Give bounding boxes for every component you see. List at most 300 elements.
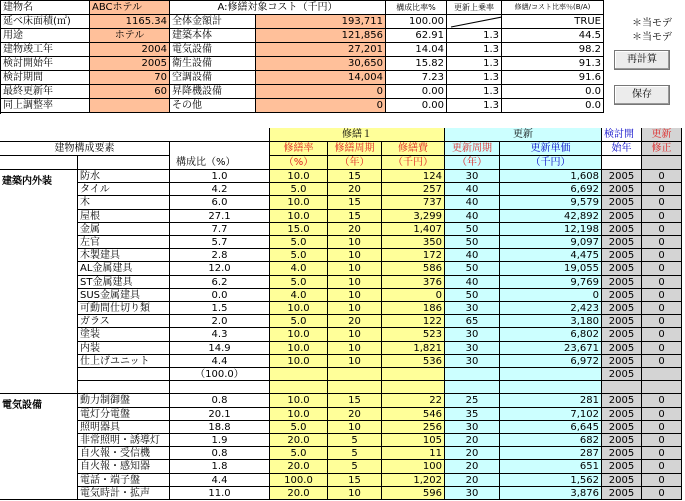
start-blank — [602, 156, 642, 170]
repair-cost-value: 536 — [382, 355, 445, 368]
repair-cycle-value[interactable]: 10 — [328, 487, 382, 500]
update-price-value: 42,892 — [500, 210, 602, 223]
update-price-value: 9,769 — [500, 276, 602, 289]
repair-cycle-value[interactable]: 10 — [328, 289, 382, 302]
update-cycle-value[interactable]: 30 — [445, 421, 500, 434]
revise-value[interactable]: 0 — [642, 262, 682, 276]
summary-label: 延べ床面積(㎡) — [1, 15, 90, 29]
repair-cost-value: 546 — [382, 408, 445, 421]
revise-value[interactable]: 0 — [642, 183, 682, 196]
ratio-value: 62.91 — [386, 29, 447, 43]
start-year-value[interactable]: 2005 — [602, 421, 642, 434]
element-name: SUS金属建具 — [78, 289, 170, 302]
update-cycle-value[interactable]: 40 — [445, 276, 500, 289]
revise-value[interactable]: 0 — [642, 434, 682, 447]
element-name: タイル — [78, 183, 170, 196]
revise-header-top: 更新 — [642, 128, 682, 142]
repair-cycle-value[interactable]: 10 — [328, 262, 382, 276]
update-rate-value: 1.3 — [447, 85, 502, 99]
repair-rate-value[interactable]: 4.0 — [270, 289, 328, 302]
start-year-value[interactable]: 2005 — [602, 328, 642, 342]
repair-cycle-value[interactable]: 10 — [328, 236, 382, 249]
start-year-value[interactable]: 2005 — [602, 276, 642, 289]
repair-rate-value[interactable]: 20.0 — [270, 460, 328, 474]
element-name: 非常照明・誘導灯 — [78, 434, 170, 447]
repair-cost-value: 11 — [382, 447, 445, 460]
element-name: 左官 — [78, 236, 170, 249]
start-year-value[interactable]: 2005 — [602, 394, 642, 408]
start-year-value[interactable]: 2005 — [602, 474, 642, 487]
element-name: 自火報・受信機 — [78, 447, 170, 460]
repair-cost-value: 256 — [382, 421, 445, 434]
start-year-value[interactable]: 2005 — [602, 236, 642, 249]
ratio-value: 7.23 — [386, 71, 447, 85]
cost-value: 14,004 — [256, 71, 386, 85]
element-name: 防水 — [78, 170, 170, 183]
repair-cycle-value[interactable]: 15 — [328, 210, 382, 223]
cost-category-label: 電気設備 — [170, 43, 256, 57]
update-price-value: 9,579 — [500, 196, 602, 210]
update-cycle-value[interactable]: 50 — [445, 262, 500, 276]
repair-cost-value: 105 — [382, 434, 445, 447]
repair-rate-unit: （%） — [270, 156, 328, 170]
repair-cost-value: 596 — [382, 487, 445, 500]
revise-value[interactable]: 0 — [642, 342, 682, 355]
revise-header: 修正 — [642, 142, 682, 156]
update-price-unit: （千円） — [500, 156, 602, 170]
repair-cycle-value[interactable]: 10 — [328, 342, 382, 355]
repair-cost-value: 124 — [382, 170, 445, 183]
summary-value-input[interactable]: 1165.34 — [90, 15, 170, 29]
repair-cycle-value[interactable]: 10 — [328, 421, 382, 434]
update-rate-empty — [447, 15, 502, 29]
element-name: 屋根 — [78, 210, 170, 223]
composition-value: （100.0） — [170, 368, 270, 381]
start-year-value[interactable]: 2005 — [602, 355, 642, 368]
element-name: ST金属建具 — [78, 276, 170, 289]
repair-cycle-value[interactable]: 10 — [328, 249, 382, 262]
repair-rate-value[interactable]: 4.0 — [270, 262, 328, 276]
repair-rate-value[interactable]: 10.0 — [270, 408, 328, 421]
repair-cycle-value[interactable]: 10 — [328, 355, 382, 368]
composition-value: 0.8 — [170, 447, 270, 460]
update-cycle-value[interactable]: 40 — [445, 210, 500, 223]
start-year-value[interactable]: 2005 — [602, 487, 642, 500]
recalculate-button[interactable]: 再計算 — [614, 50, 670, 70]
composition-value: 14.9 — [170, 342, 270, 355]
start-year-value[interactable]: 2005 — [602, 289, 642, 302]
update-rate-value: 1.3 — [447, 43, 502, 57]
update-cycle-header: 更新周期 — [445, 142, 500, 156]
repair-rate-value[interactable]: 10.0 — [270, 328, 328, 342]
composition-value: 6.2 — [170, 276, 270, 289]
element-name — [78, 368, 170, 381]
cost-ratio-header: 修繕/コスト比率％(B/A) — [502, 1, 604, 15]
repair-rate-value[interactable]: 5.0 — [270, 447, 328, 460]
update-price-value: 6,645 — [500, 421, 602, 434]
element-name: 内装 — [78, 342, 170, 355]
cost-value: 27,201 — [256, 43, 386, 57]
side-note-1: ＊当モデ — [632, 18, 672, 29]
update-price-value: 6,802 — [500, 328, 602, 342]
element-name: 金属 — [78, 223, 170, 236]
cost-ratio-value: TRUE — [502, 15, 604, 29]
cost-category-label: 全体金額計 — [170, 15, 256, 29]
repair-rate-value[interactable]: 20.0 — [270, 434, 328, 447]
revise-value[interactable]: 0 — [642, 289, 682, 302]
summary-block — [0, 0, 604, 114]
summary-value-input[interactable]: 2004 — [90, 43, 170, 57]
cost-value: 193,711 — [256, 15, 386, 29]
update-cycle-value[interactable]: 40 — [445, 196, 500, 210]
repair-cost-value: 1,407 — [382, 223, 445, 236]
update-cycle-value[interactable]: 40 — [445, 249, 500, 262]
summary-label: 用途 — [1, 29, 90, 43]
repair-cycle-value[interactable]: 5 — [328, 434, 382, 447]
ratio-value: 15.82 — [386, 57, 447, 71]
element-name: AL金属建具 — [78, 262, 170, 276]
start-year-value[interactable]: 2005 — [602, 223, 642, 236]
start-year-value[interactable]: 2005 — [602, 447, 642, 460]
summary-value-input[interactable]: 70 — [90, 71, 170, 85]
update-cycle-value[interactable]: 30 — [445, 342, 500, 355]
update-price-value: 3,180 — [500, 315, 602, 328]
element-name: ガラス — [78, 315, 170, 328]
repair-rate-header: 修繕率 — [270, 142, 328, 156]
revise-value[interactable]: 0 — [642, 223, 682, 236]
header-blank-3 — [78, 156, 170, 170]
ratio-value: 0.00 — [386, 99, 447, 113]
repair-rate-value[interactable]: 20.0 — [270, 487, 328, 500]
cost-category-label: 空調設備 — [170, 71, 256, 85]
revise-value[interactable]: 0 — [642, 447, 682, 460]
cost-value: 0 — [256, 85, 386, 99]
repair-cycle-value[interactable]: 20 — [328, 223, 382, 236]
revise-value[interactable]: 0 — [642, 394, 682, 408]
element-name: 塗装 — [78, 328, 170, 342]
repair-rate-value[interactable]: 10.0 — [270, 170, 328, 183]
diagonal-line-icon — [449, 15, 502, 29]
repair-cost-value: 350 — [382, 236, 445, 249]
repair-cycle-value[interactable] — [328, 381, 382, 394]
repair-rate-value[interactable]: 10.0 — [270, 210, 328, 223]
repair-cost-value: 186 — [382, 302, 445, 315]
revise-value[interactable]: 0 — [642, 355, 682, 368]
update-cycle-value[interactable]: 25 — [445, 394, 500, 408]
element-name: 電話・端子盤 — [78, 474, 170, 487]
start-year-value[interactable]: 2005 — [602, 408, 642, 421]
repair-cycle-value[interactable]: 15 — [328, 170, 382, 183]
element-name: 可動間仕切り類 — [78, 302, 170, 315]
ratio-value: 14.04 — [386, 43, 447, 57]
update-rate-header: 更新上乗率 — [447, 1, 502, 15]
update-cycle-value[interactable]: 50 — [445, 236, 500, 249]
repair-cost-value: 100 — [382, 460, 445, 474]
update-cycle-value[interactable]: 20 — [445, 460, 500, 474]
update-price-value — [500, 368, 602, 381]
update-price-value: 12,198 — [500, 223, 602, 236]
side-note-2: ＊当モデ — [632, 32, 672, 43]
repair-cycle-value[interactable]: 15 — [328, 196, 382, 210]
summary-value-input[interactable] — [90, 99, 170, 113]
revise-value[interactable]: 0 — [642, 249, 682, 262]
composition-value: 4.2 — [170, 183, 270, 196]
repair-rate-value[interactable]: 10.0 — [270, 394, 328, 408]
save-button[interactable]: 保存 — [614, 85, 670, 105]
update-price-value: 0 — [500, 289, 602, 302]
revise-value[interactable] — [642, 368, 682, 381]
start-year-value[interactable]: 2005 — [602, 196, 642, 210]
header-blank-2 — [0, 156, 78, 170]
start-year-header: 始年 — [602, 142, 642, 156]
repair-cycle-value[interactable]: 20 — [328, 183, 382, 196]
composition-value: 7.7 — [170, 223, 270, 236]
update-cycle-value[interactable]: 50 — [445, 223, 500, 236]
composition-value: 4.4 — [170, 474, 270, 487]
composition-value: 0.8 — [170, 394, 270, 408]
update-price-value: 19,055 — [500, 262, 602, 276]
element-name: 自火報・感知器 — [78, 460, 170, 474]
repair-cycle-value[interactable] — [328, 368, 382, 381]
revise-value[interactable] — [642, 381, 682, 394]
cost-header: A:修繕対象コスト（千円） — [170, 1, 386, 15]
update-price-value: 287 — [500, 447, 602, 460]
element-name: 仕上げユニット — [78, 355, 170, 368]
update-cycle-value[interactable]: 30 — [445, 328, 500, 342]
cost-category-label: その他 — [170, 99, 256, 113]
repair-rate-value[interactable]: 5.0 — [270, 236, 328, 249]
composition-value: 2.0 — [170, 315, 270, 328]
repair-cost-value — [382, 368, 445, 381]
cost-category-label: 昇降機設備 — [170, 85, 256, 99]
composition-value: 1.8 — [170, 460, 270, 474]
repair-rate-value[interactable]: 15.0 — [270, 223, 328, 236]
composition-value: 1.5 — [170, 302, 270, 315]
update-price-value: 6,972 — [500, 355, 602, 368]
building-elements-table — [0, 128, 685, 501]
update-cycle-value[interactable]: 30 — [445, 302, 500, 315]
group-label: 建築内外装 — [0, 170, 78, 394]
repair-cost-value: 1,821 — [382, 342, 445, 355]
start-year-value[interactable] — [602, 381, 642, 394]
repair-rate-value[interactable]: 5.0 — [270, 315, 328, 328]
summary-value-input[interactable]: 60 — [90, 85, 170, 99]
update-cycle-value[interactable]: 40 — [445, 183, 500, 196]
update-price-value: 2,423 — [500, 302, 602, 315]
repair-cost-value: 172 — [382, 249, 445, 262]
element-name — [78, 381, 170, 394]
repair-cycle-value[interactable]: 5 — [328, 460, 382, 474]
composition-value: 27.1 — [170, 210, 270, 223]
building-name-input[interactable]: ABCホテル — [90, 1, 170, 15]
ratio-value: 100.00 — [386, 15, 447, 29]
repair-cost-value: 737 — [382, 196, 445, 210]
composition-value: 20.1 — [170, 408, 270, 421]
revise-value[interactable]: 0 — [642, 421, 682, 434]
summary-label: 最終更新年 — [1, 85, 90, 99]
repair-cost-value: 3,299 — [382, 210, 445, 223]
composition-value: 0.0 — [170, 289, 270, 302]
element-name: 動力制御盤 — [78, 394, 170, 408]
repair-cost-value: 0 — [382, 289, 445, 302]
summary-label: 同上調整率 — [1, 99, 90, 113]
revise-blank — [642, 156, 682, 170]
group-label: 電気設備 — [0, 394, 78, 500]
update-cycle-value[interactable] — [445, 368, 500, 381]
revise-value[interactable]: 0 — [642, 408, 682, 421]
update-price-value: 1,608 — [500, 170, 602, 183]
repair-cycle-value[interactable]: 15 — [328, 474, 382, 487]
composition-header: 構成比（%） — [170, 142, 270, 170]
start-year-value[interactable]: 2005 — [602, 342, 642, 355]
summary-label: 検討期間 — [1, 71, 90, 85]
composition-value: 18.8 — [170, 421, 270, 434]
repair-cycle-value[interactable]: 10 — [328, 276, 382, 289]
summary-value-input[interactable]: 2005 — [90, 57, 170, 71]
repair-cost-header: 修繕費 — [382, 142, 445, 156]
update-rate-value: 1.3 — [447, 57, 502, 71]
composition-value: 1.9 — [170, 434, 270, 447]
update-price-value: 7,102 — [500, 408, 602, 421]
repair-rate-value[interactable]: 10.0 — [270, 355, 328, 368]
start-year-value[interactable]: 2005 — [602, 262, 642, 276]
composition-value: 12.0 — [170, 262, 270, 276]
element-name: 電気時計・拡声 — [78, 487, 170, 500]
revise-value[interactable]: 0 — [642, 328, 682, 342]
start-year-value[interactable]: 2005 — [602, 302, 642, 315]
repair-rate-value[interactable]: 100.0 — [270, 474, 328, 487]
element-name: 電灯分電盤 — [78, 408, 170, 421]
revise-value[interactable]: 0 — [642, 210, 682, 223]
revise-value[interactable]: 0 — [642, 302, 682, 315]
repair-cost-value: 22 — [382, 394, 445, 408]
composition-value: 11.0 — [170, 487, 270, 500]
cost-ratio-value: 0.0 — [502, 99, 604, 113]
repair-cycle-value[interactable]: 15 — [328, 394, 382, 408]
cost-category-label: 建築本体 — [170, 29, 256, 43]
start-year-value[interactable]: 2005 — [602, 368, 642, 381]
repair-rate-value[interactable]: 10.0 — [270, 302, 328, 315]
update-price-header: 更新単価 — [500, 142, 602, 156]
repair-cycle-value[interactable]: 20 — [328, 315, 382, 328]
revise-value[interactable]: 0 — [642, 196, 682, 210]
update-price-value: 6,692 — [500, 183, 602, 196]
summary-value-input[interactable]: ホテル — [90, 29, 170, 43]
cost-value: 30,650 — [256, 57, 386, 71]
update-price-value — [500, 381, 602, 394]
summary-label: 検討開始年 — [1, 57, 90, 71]
repair-rate-value[interactable]: 10.0 — [270, 196, 328, 210]
revise-value[interactable]: 0 — [642, 474, 682, 487]
update-cycle-value[interactable]: 65 — [445, 315, 500, 328]
update-cycle-value[interactable]: 20 — [445, 434, 500, 447]
repair-cost-value: 586 — [382, 262, 445, 276]
revise-value[interactable]: 0 — [642, 315, 682, 328]
update-cycle-value[interactable]: 20 — [445, 447, 500, 460]
repair-rate-value[interactable] — [270, 368, 328, 381]
cost-value: 121,856 — [256, 29, 386, 43]
repair-cycle-value[interactable]: 5 — [328, 447, 382, 460]
header-blank — [0, 128, 270, 142]
update-cycle-value[interactable]: 20 — [445, 474, 500, 487]
repair-cost-value: 257 — [382, 183, 445, 196]
composition-value: 4.4 — [170, 355, 270, 368]
cost-ratio-value: 91.6 — [502, 71, 604, 85]
update-price-value: 23,671 — [500, 342, 602, 355]
start-year-value[interactable]: 2005 — [602, 434, 642, 447]
update-price-value: 3,876 — [500, 487, 602, 500]
repair-rate-value[interactable] — [270, 381, 328, 394]
repair-cost-unit: （千円） — [382, 156, 445, 170]
repair-cycle-value[interactable]: 10 — [328, 302, 382, 315]
composition-value — [170, 381, 270, 394]
repair-cycle-value[interactable]: 20 — [328, 408, 382, 421]
cost-value: 0 — [256, 99, 386, 113]
start-year-value[interactable]: 2005 — [602, 249, 642, 262]
update-cycle-value[interactable]: 30 — [445, 487, 500, 500]
repair-cost-value — [382, 381, 445, 394]
update-rate-value: 1.3 — [447, 29, 502, 43]
update-price-value: 1,562 — [500, 474, 602, 487]
element-name: 木製建具 — [78, 249, 170, 262]
repair-rate-value[interactable]: 5.0 — [270, 276, 328, 289]
update-cycle-value[interactable]: 35 — [445, 408, 500, 421]
repair-cost-value: 122 — [382, 315, 445, 328]
update-price-value: 682 — [500, 434, 602, 447]
update-price-value: 281 — [500, 394, 602, 408]
update-cycle-value[interactable]: 30 — [445, 170, 500, 183]
update-price-value: 9,097 — [500, 236, 602, 249]
revise-value[interactable]: 0 — [642, 170, 682, 183]
revise-value[interactable]: 0 — [642, 276, 682, 289]
start-year-value[interactable]: 2005 — [602, 183, 642, 196]
start-year-value[interactable]: 2005 — [602, 315, 642, 328]
cost-category-label: 衛生設備 — [170, 57, 256, 71]
repair-cycle-unit: （年） — [328, 156, 382, 170]
repair-rate-value[interactable]: 10.0 — [270, 342, 328, 355]
element-name: 照明器具 — [78, 421, 170, 434]
repair-rate-value[interactable]: 5.0 — [270, 183, 328, 196]
start-year-value[interactable]: 2005 — [602, 170, 642, 183]
composition-value: 1.0 — [170, 170, 270, 183]
cost-ratio-value: 44.5 — [502, 29, 604, 43]
start-year-header-top: 検討開 — [602, 128, 642, 142]
cost-ratio-value: 98.2 — [502, 43, 604, 57]
revise-value[interactable]: 0 — [642, 236, 682, 249]
element-name: 木 — [78, 196, 170, 210]
start-year-value[interactable]: 2005 — [602, 210, 642, 223]
revise-value[interactable]: 0 — [642, 460, 682, 474]
repair-cost-value: 1,202 — [382, 474, 445, 487]
start-year-value[interactable]: 2005 — [602, 460, 642, 474]
revise-value[interactable]: 0 — [642, 487, 682, 500]
update-cycle-value[interactable]: 30 — [445, 355, 500, 368]
update-cycle-value[interactable]: 50 — [445, 289, 500, 302]
ratio-header: 構成比率% — [386, 1, 447, 15]
repair-rate-value[interactable]: 5.0 — [270, 249, 328, 262]
repair-rate-value[interactable]: 5.0 — [270, 421, 328, 434]
summary-label: 建物名 — [1, 1, 90, 15]
ratio-value: 0.00 — [386, 85, 447, 99]
repair-cost-value: 523 — [382, 328, 445, 342]
update-group-header: 更新 — [445, 128, 602, 142]
repair-cycle-header: 修繕周期 — [328, 142, 382, 156]
cost-ratio-value: 91.3 — [502, 57, 604, 71]
composition-value: 4.3 — [170, 328, 270, 342]
repair-group-header: 修繕１ — [270, 128, 445, 142]
update-cycle-value[interactable] — [445, 381, 500, 394]
repair-cycle-value[interactable]: 10 — [328, 328, 382, 342]
